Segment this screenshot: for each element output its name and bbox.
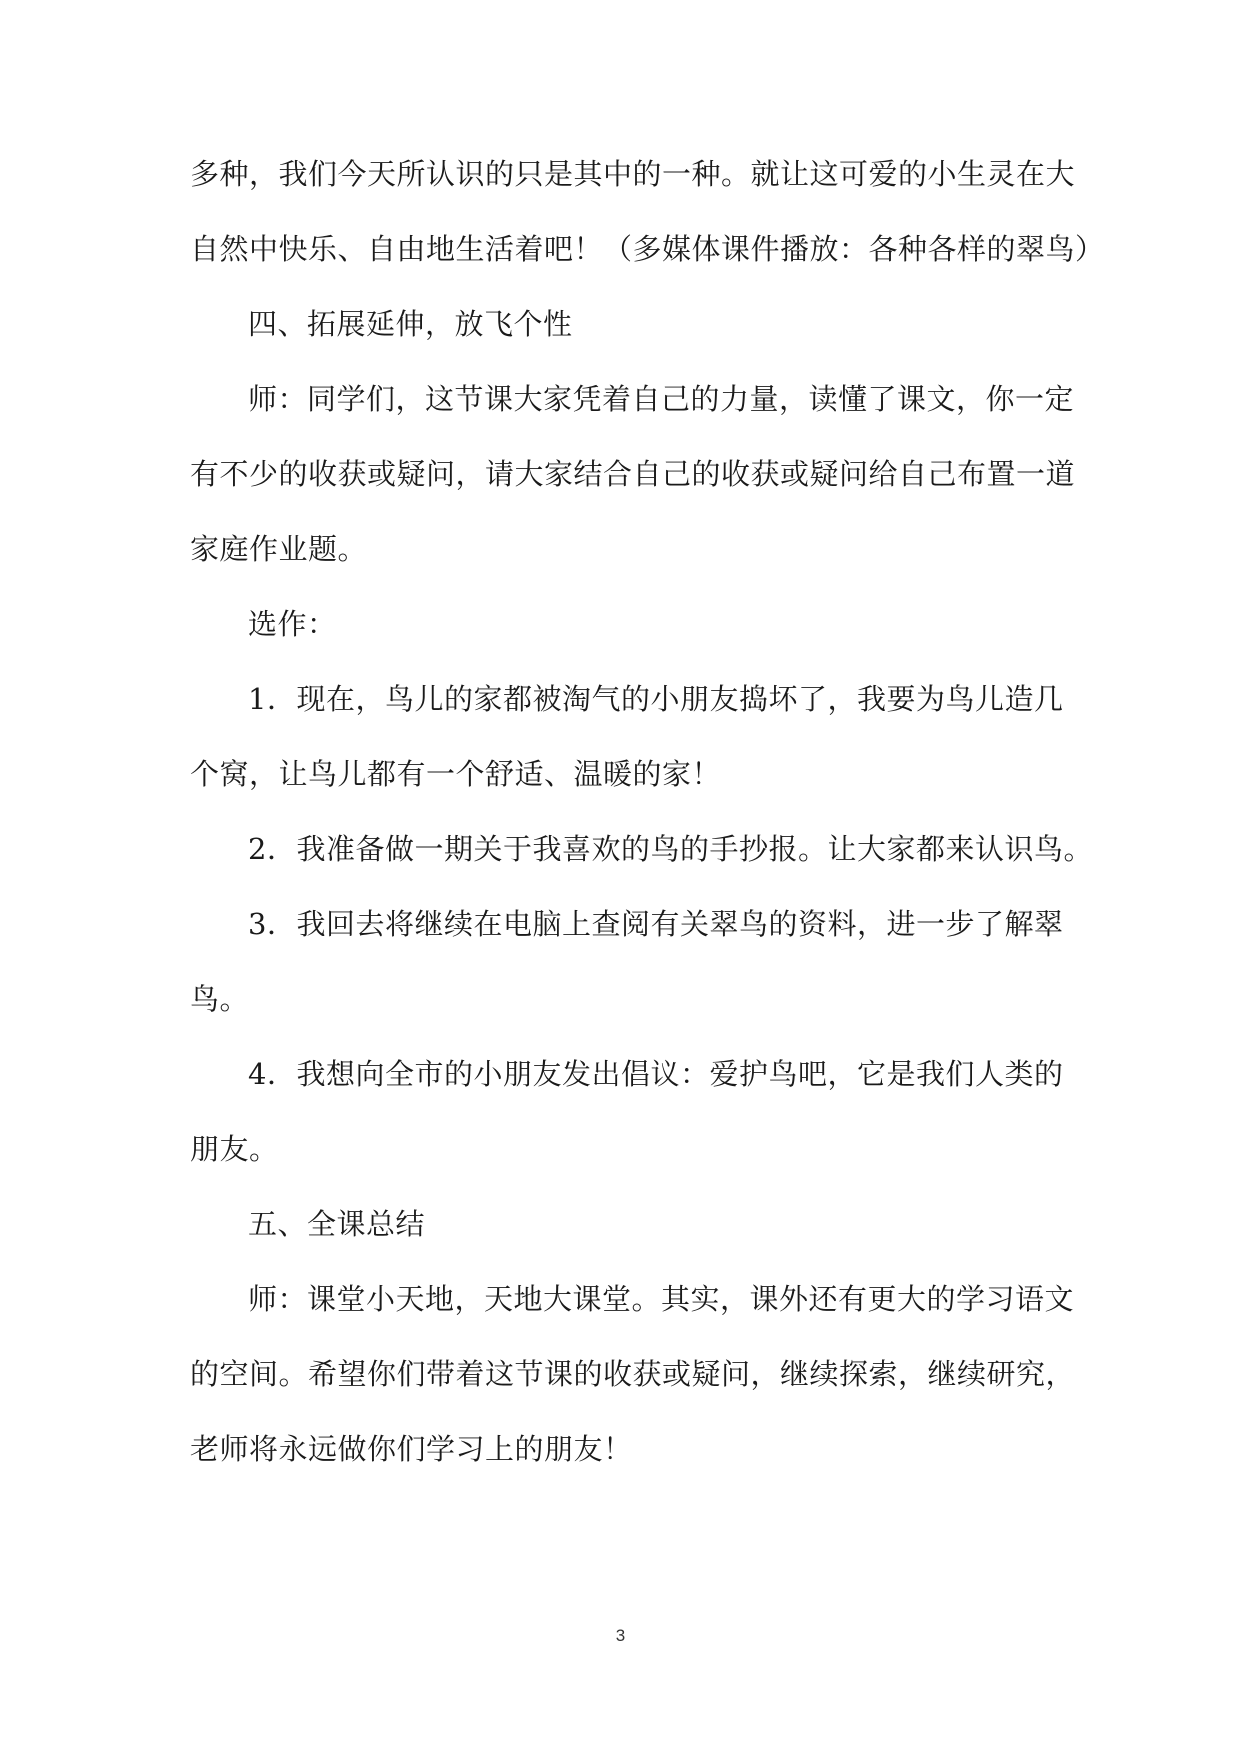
list-item: 4．我想向全市的小朋友发出倡议：爱护鸟吧，它是我们人类的: [248, 1057, 1064, 1091]
text-line: 鸟。: [190, 982, 250, 1016]
page-number: 3: [615, 1626, 626, 1645]
text-line: 老师将永远做你们学习上的朋友！: [190, 1432, 633, 1466]
text-line: 家庭作业题。: [190, 532, 368, 566]
list-item: 2．我准备做一期关于我喜欢的鸟的手抄报。让大家都来认识鸟。: [248, 832, 1093, 866]
list-item: 1．现在，鸟儿的家都被淘气的小朋友捣坏了，我要为鸟儿造几: [248, 682, 1064, 716]
text-line: 的空间。希望你们带着这节课的收获或疑问，继续探索，继续研究，: [190, 1357, 1076, 1391]
document-body: [190, 137, 1105, 1487]
section-heading: 四、拓展延伸，放飞个性: [248, 307, 573, 341]
section-heading: 五、全课总结: [248, 1207, 426, 1241]
text-line: 师：课堂小天地，天地大课堂。其实，课外还有更大的学习语文: [248, 1282, 1075, 1316]
text-line: 多种，我们今天所认识的只是其中的一种。就让这可爱的小生灵在大: [190, 157, 1076, 191]
text-line: 朋友。: [190, 1132, 279, 1166]
list-item: 3．我回去将继续在电脑上查阅有关翠鸟的资料，进一步了解翠: [248, 907, 1064, 941]
text-line: 选作：: [248, 607, 337, 641]
text-line: 师：同学们，这节课大家凭着自己的力量，读懂了课文，你一定: [248, 382, 1075, 416]
text-line: 有不少的收获或疑问，请大家结合自己的收获或疑问给自己布置一道: [190, 457, 1076, 491]
text-line: 个窝，让鸟儿都有一个舒适、温暖的家！: [190, 757, 722, 791]
text-line: 自然中快乐、自由地生活着吧！（多媒体课件播放：各种各样的翠鸟）: [190, 232, 1105, 266]
